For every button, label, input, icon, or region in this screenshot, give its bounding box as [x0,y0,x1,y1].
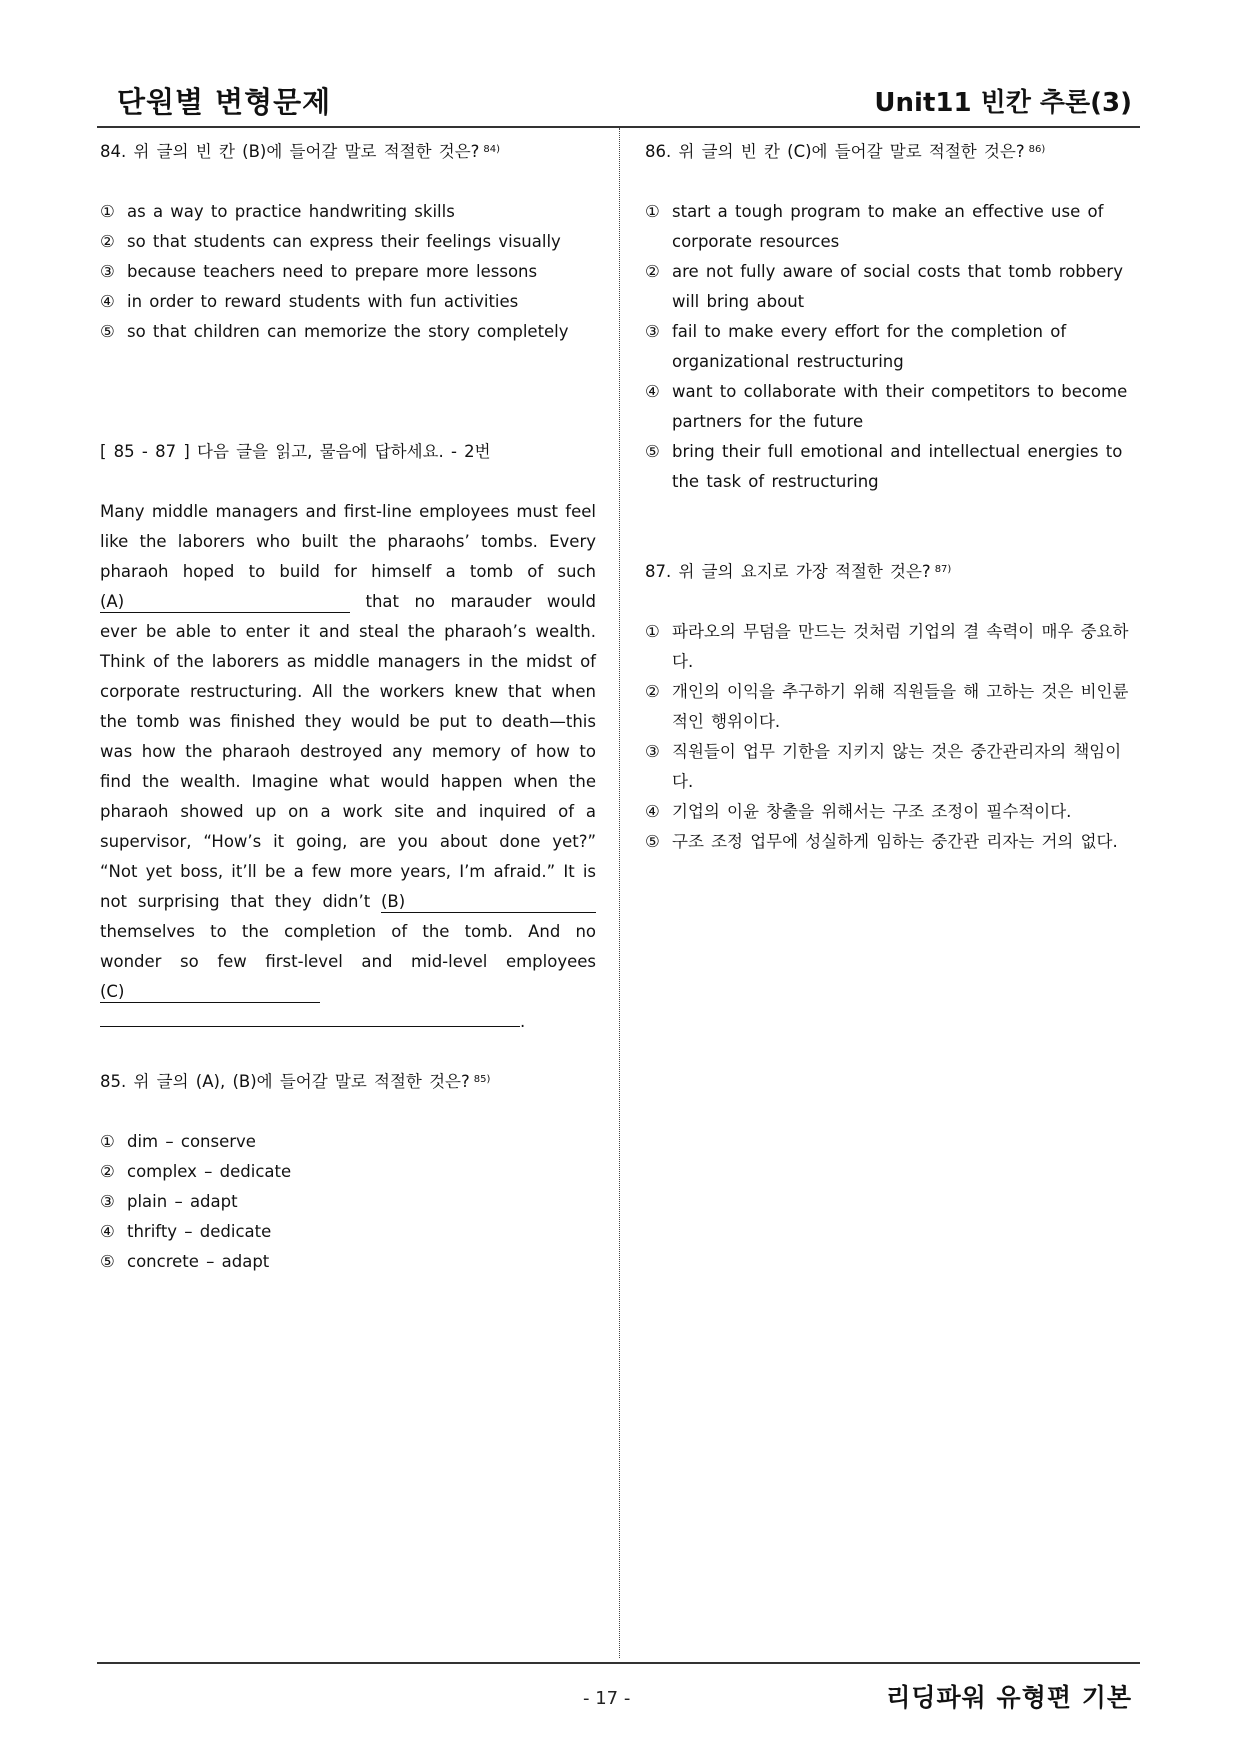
blank-b: (B) [381,892,596,913]
footnote-marker: 87) [934,564,952,575]
option[interactable]: ⑤ 구조 조정 업무에 성실하게 임하는 중간관 리자는 거의 없다. [645,832,1118,851]
left-column [100,137,596,1277]
option[interactable]: ① as a way to practice handwriting skills [100,202,455,221]
instruction: [ 85 - 87 ] 다음 글을 읽고, 물음에 답하세요. - 2번 [100,442,491,461]
options-85 [100,1127,596,1277]
question-prompt: 85. 위 글의 (A), (B)에 들어갈 말로 적절한 것은? [100,1072,470,1091]
right-column [645,137,1135,857]
footnote-marker: 86) [1028,144,1046,155]
option[interactable]: ④ thrifty – dedicate [100,1222,272,1241]
blank-c-continued [100,1026,520,1027]
options-84 [100,197,596,347]
question-prompt: 87. 위 글의 요지로 가장 적절한 것은? [645,562,931,581]
section-title: 단원별 변형문제 [117,85,332,119]
book-title: 리딩파워 유형편 기본 [886,1683,1132,1712]
option[interactable]: ④ 기업의 이윤 창출을 위해서는 구조 조정이 필수적이다. [645,802,1072,821]
option[interactable]: ④ in order to reward students with fun activities [100,292,519,311]
blank-c: (C) [100,982,320,1003]
option[interactable]: ① 파라오의 무덤을 만드는 것처럼 기업의 결 속력이 매우 중요하다. [645,622,1129,671]
column-divider [619,128,620,1658]
option[interactable]: ③ because teachers need to prepare more lessons [100,262,538,281]
option[interactable]: ① start a tough program to make an effective use of corporate resources [645,202,1104,251]
option[interactable]: ③ fail to make every effort for the completion of organizational restructuring [645,322,1067,371]
footer-divider [97,1662,1140,1664]
question-86 [645,137,1135,167]
option[interactable]: ⑤ so that children can memorize the story completely [100,322,569,341]
options-86 [645,197,1135,497]
question-prompt: 86. 위 글의 빈 칸 (C)에 들어갈 말로 적절한 것은? [645,142,1025,161]
footnote-marker: 84) [483,144,501,155]
option[interactable]: ② so that students can express their feelings visually [100,232,561,251]
footnote-marker: 85) [473,1074,491,1085]
question-84 [100,137,596,167]
option[interactable]: ② complex – dedicate [100,1162,292,1181]
option[interactable]: ① dim – conserve [100,1132,256,1151]
option[interactable]: ④ want to collaborate with their competitors to become partners for the future [645,382,1128,431]
options-87 [645,617,1135,857]
question-85 [100,1067,596,1097]
option[interactable]: ⑤ concrete – adapt [100,1252,270,1271]
question-87 [645,557,1135,587]
question-prompt: 84. 위 글의 빈 칸 (B)에 들어갈 말로 적절한 것은? [100,142,480,161]
blank-a: (A) [100,592,350,613]
option[interactable]: ③ plain – adapt [100,1192,238,1211]
reading-passage: Many middle managers and first-line employees must feel like the laborers who built the pharaohs’ tombs. Every pharaoh hoped to build for himself a tomb of such (A) that no marauder would ever be able to enter it and steal the pharaoh’s wealth. Think of the laborers as middle managers in the midst of corporate restructuring. All the workers knew that when the tomb was finished they would be put to death—this was how the pharaoh destroyed any memory of how to find the wealth. Imagine what would happen when the pharaoh showed up on a work site and inquired of a supervisor, “How’s it going, are you about done yet?” “Not yet boss, it’ll be a few more years, I’m afraid.” It is not surprising that they didn’t (B) themselves to the completion of the tomb. And no wonder so few first-level and mid-level employees (C) . [100,502,596,1031]
option[interactable]: ⑤ bring their full emotional and intellectual energies to the task of restructuring [645,442,1123,491]
option[interactable]: ② are not fully aware of social costs that tomb robbery will bring about [645,262,1123,311]
page-number: - 17 - [583,1688,631,1709]
option[interactable]: ③ 직원들이 업무 기한을 지키지 않는 것은 중간관리자의 책임이다. [645,742,1122,791]
option[interactable]: ② 개인의 이익을 추구하기 위해 직원들을 해 고하는 것은 비인륜적인 행위이다. [645,682,1129,731]
unit-title: Unit11 빈칸 추론(3) [874,88,1132,118]
